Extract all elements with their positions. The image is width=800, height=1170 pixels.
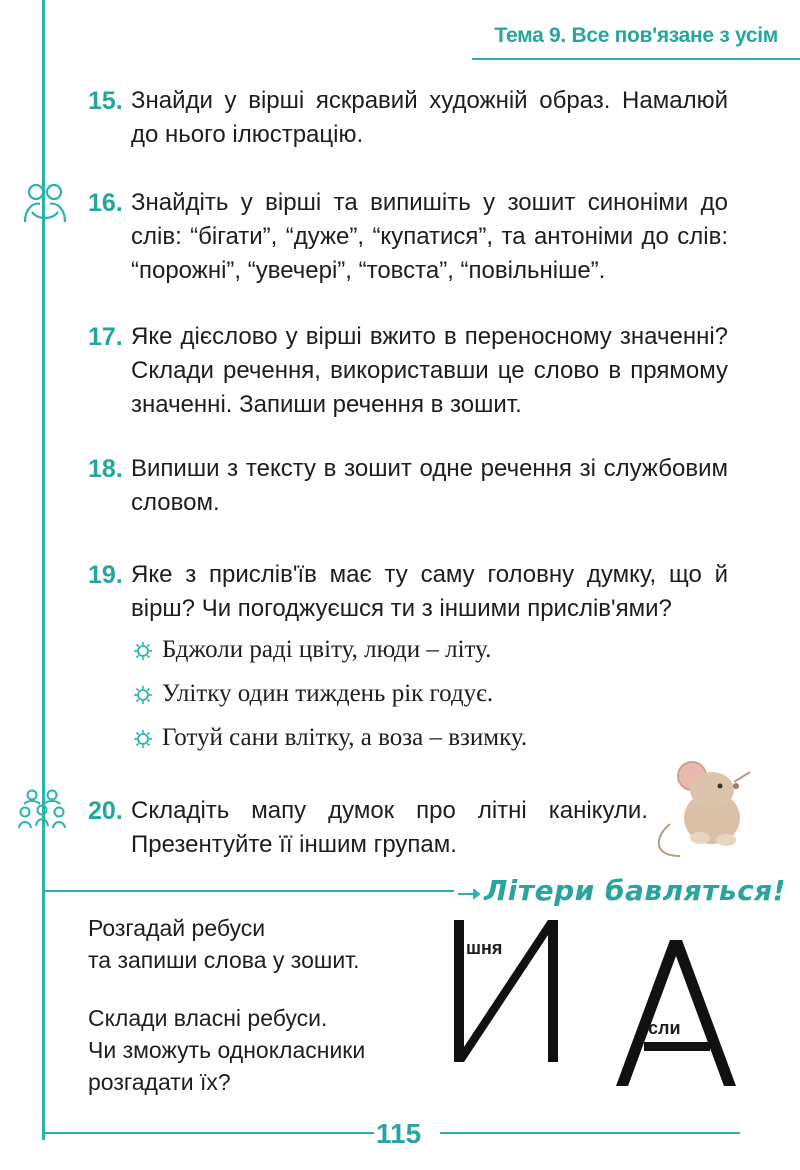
margin-line [42,0,45,1140]
topic-header: Тема 9. Все пов'язане з усім [494,24,778,47]
page-number: 115 [376,1118,422,1149]
footer-line [44,1132,374,1134]
task-17 [88,320,728,422]
task-19 [88,558,728,626]
pair-work-icon [22,182,68,231]
mouse-illustration [650,756,760,871]
sun-bullet-icon [133,684,153,712]
proverb-text: Готуй сани влітку, а воза – взимку. [162,724,528,751]
task-16 [88,186,728,288]
task-text: Яке дієслово у вірші вжито в переносному значенні? Склади речення, використавши це слово в прямому значенні. Запиши речення в зошит. [131,323,728,418]
footer-line [440,1132,740,1134]
task-number: 15. [88,87,123,115]
task-18 [88,452,728,520]
group-work-icon [18,788,66,839]
task-number: 18. [88,455,123,483]
proverb-text: Улітку один тиждень рік годує. [162,680,494,707]
task-text: Знайдіть у вірші та випишіть у зошит синоніми до слів: “бігати”, “дуже”, “купатися”, та антоніми до слів: “порожні”, “увечері”, “товста”, “повільніше”. [131,189,728,284]
proverb-item [136,680,493,708]
task-number: 17. [88,323,123,351]
sun-bullet-icon [133,728,153,756]
task-number: 16. [88,189,123,217]
game-instruction-5: розгадати їх? [88,1069,231,1095]
header-underline [472,58,800,60]
game-divider [44,890,454,892]
game-instruction-1: Розгадай ребуси [88,915,266,941]
game-instruction-4: Чи зможуть однокласники [88,1037,366,1063]
task-20 [88,794,648,862]
sun-bullet-icon [133,640,153,668]
pencil-icon [458,886,480,904]
proverb-item [136,636,491,664]
task-text: Яке з прислів'їв має ту саму головну думку, що й вірш? Чи погоджуєшся ти з іншими прислів'ями? [131,561,728,622]
game-instruction-3: Склади власні ребуси. [88,1005,328,1031]
proverb-text: Бджоли раді цвіту, люди – літу. [162,636,492,663]
game-instruction-2: та запиши слова у зошит. [88,947,360,973]
task-text: Складіть мапу думок про літні канікули. Презентуйте її іншим групам. [131,797,648,858]
task-text: Випиши з тексту в зошит одне речення зі службовим словом. [131,455,728,516]
rebus-2-label: сли [648,1018,681,1038]
rebus-letter-i [448,918,568,1068]
task-number: 19. [88,561,123,589]
rebus-letter-a [614,940,738,1088]
game-title: Літери бавляться! [484,874,786,907]
task-15 [88,84,728,152]
task-number: 20. [88,797,123,825]
task-text: Знайди у вірші яскравий художній образ. Намалюй до нього ілюстрацію. [131,87,728,148]
proverb-item [136,724,527,752]
rebus-1-label: шня [466,938,503,958]
